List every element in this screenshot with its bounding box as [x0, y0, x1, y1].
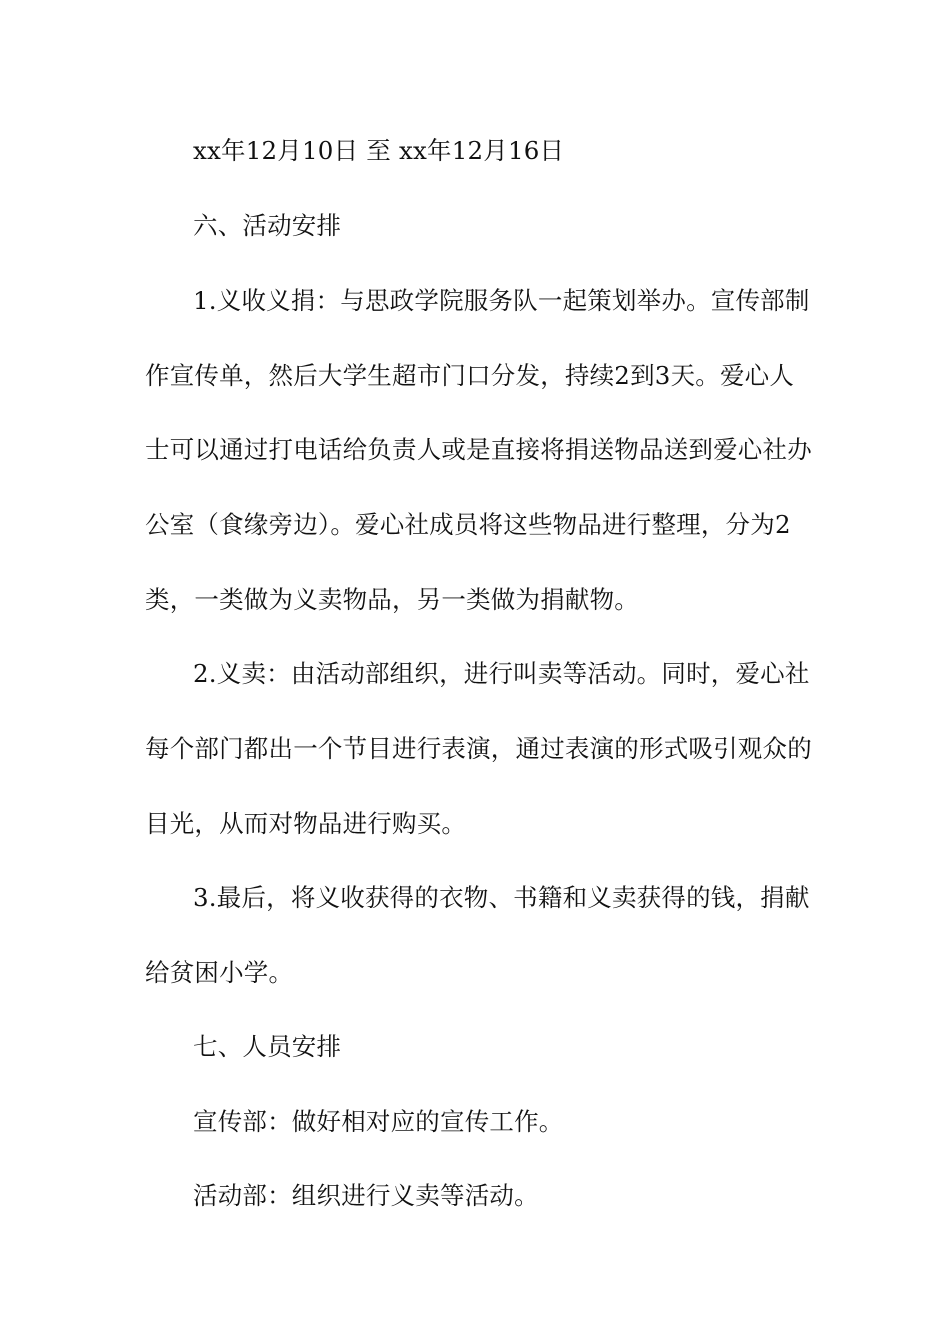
section-heading-activity-arrangement: 六、活动安排 — [193, 211, 342, 240]
paragraph-line: 3.最后，将义收获得的衣物、书籍和义卖获得的钱，捐献 — [193, 883, 810, 912]
paragraph-line: 作宣传单，然后大学生超市门口分发，持续2到3天。爱心人 — [145, 361, 795, 390]
paragraph-line: 给贫困小学。 — [145, 958, 294, 987]
paragraph-line: 类，一类做为义卖物品，另一类做为捐献物。 — [145, 585, 639, 614]
section-heading-staff-arrangement: 七、人员安排 — [193, 1032, 342, 1061]
paragraph-line: 2.义卖：由活动部组织，进行叫卖等活动。同时，爱心社 — [193, 659, 810, 688]
paragraph-line: 每个部门都出一个节目进行表演，通过表演的形式吸引观众的 — [145, 734, 812, 763]
paragraph-line: 活动部：组织进行义卖等活动。 — [193, 1181, 539, 1210]
paragraph-line: 士可以通过打电话给负责人或是直接将捐送物品送到爱心社办 — [145, 435, 812, 464]
paragraph-line: 宣传部：做好相对应的宣传工作。 — [193, 1107, 564, 1136]
paragraph-line: 1.义收义捐：与思政学院服务队一起策划举办。宣传部制 — [193, 286, 810, 315]
paragraph-line: 公室（食缘旁边）。爱心社成员将这些物品进行整理，分为2 — [145, 510, 791, 539]
paragraph-line: 目光，从而对物品进行购买。 — [145, 809, 467, 838]
date-range-line: xx年12月10日 至 xx年12月16日 — [193, 136, 565, 165]
